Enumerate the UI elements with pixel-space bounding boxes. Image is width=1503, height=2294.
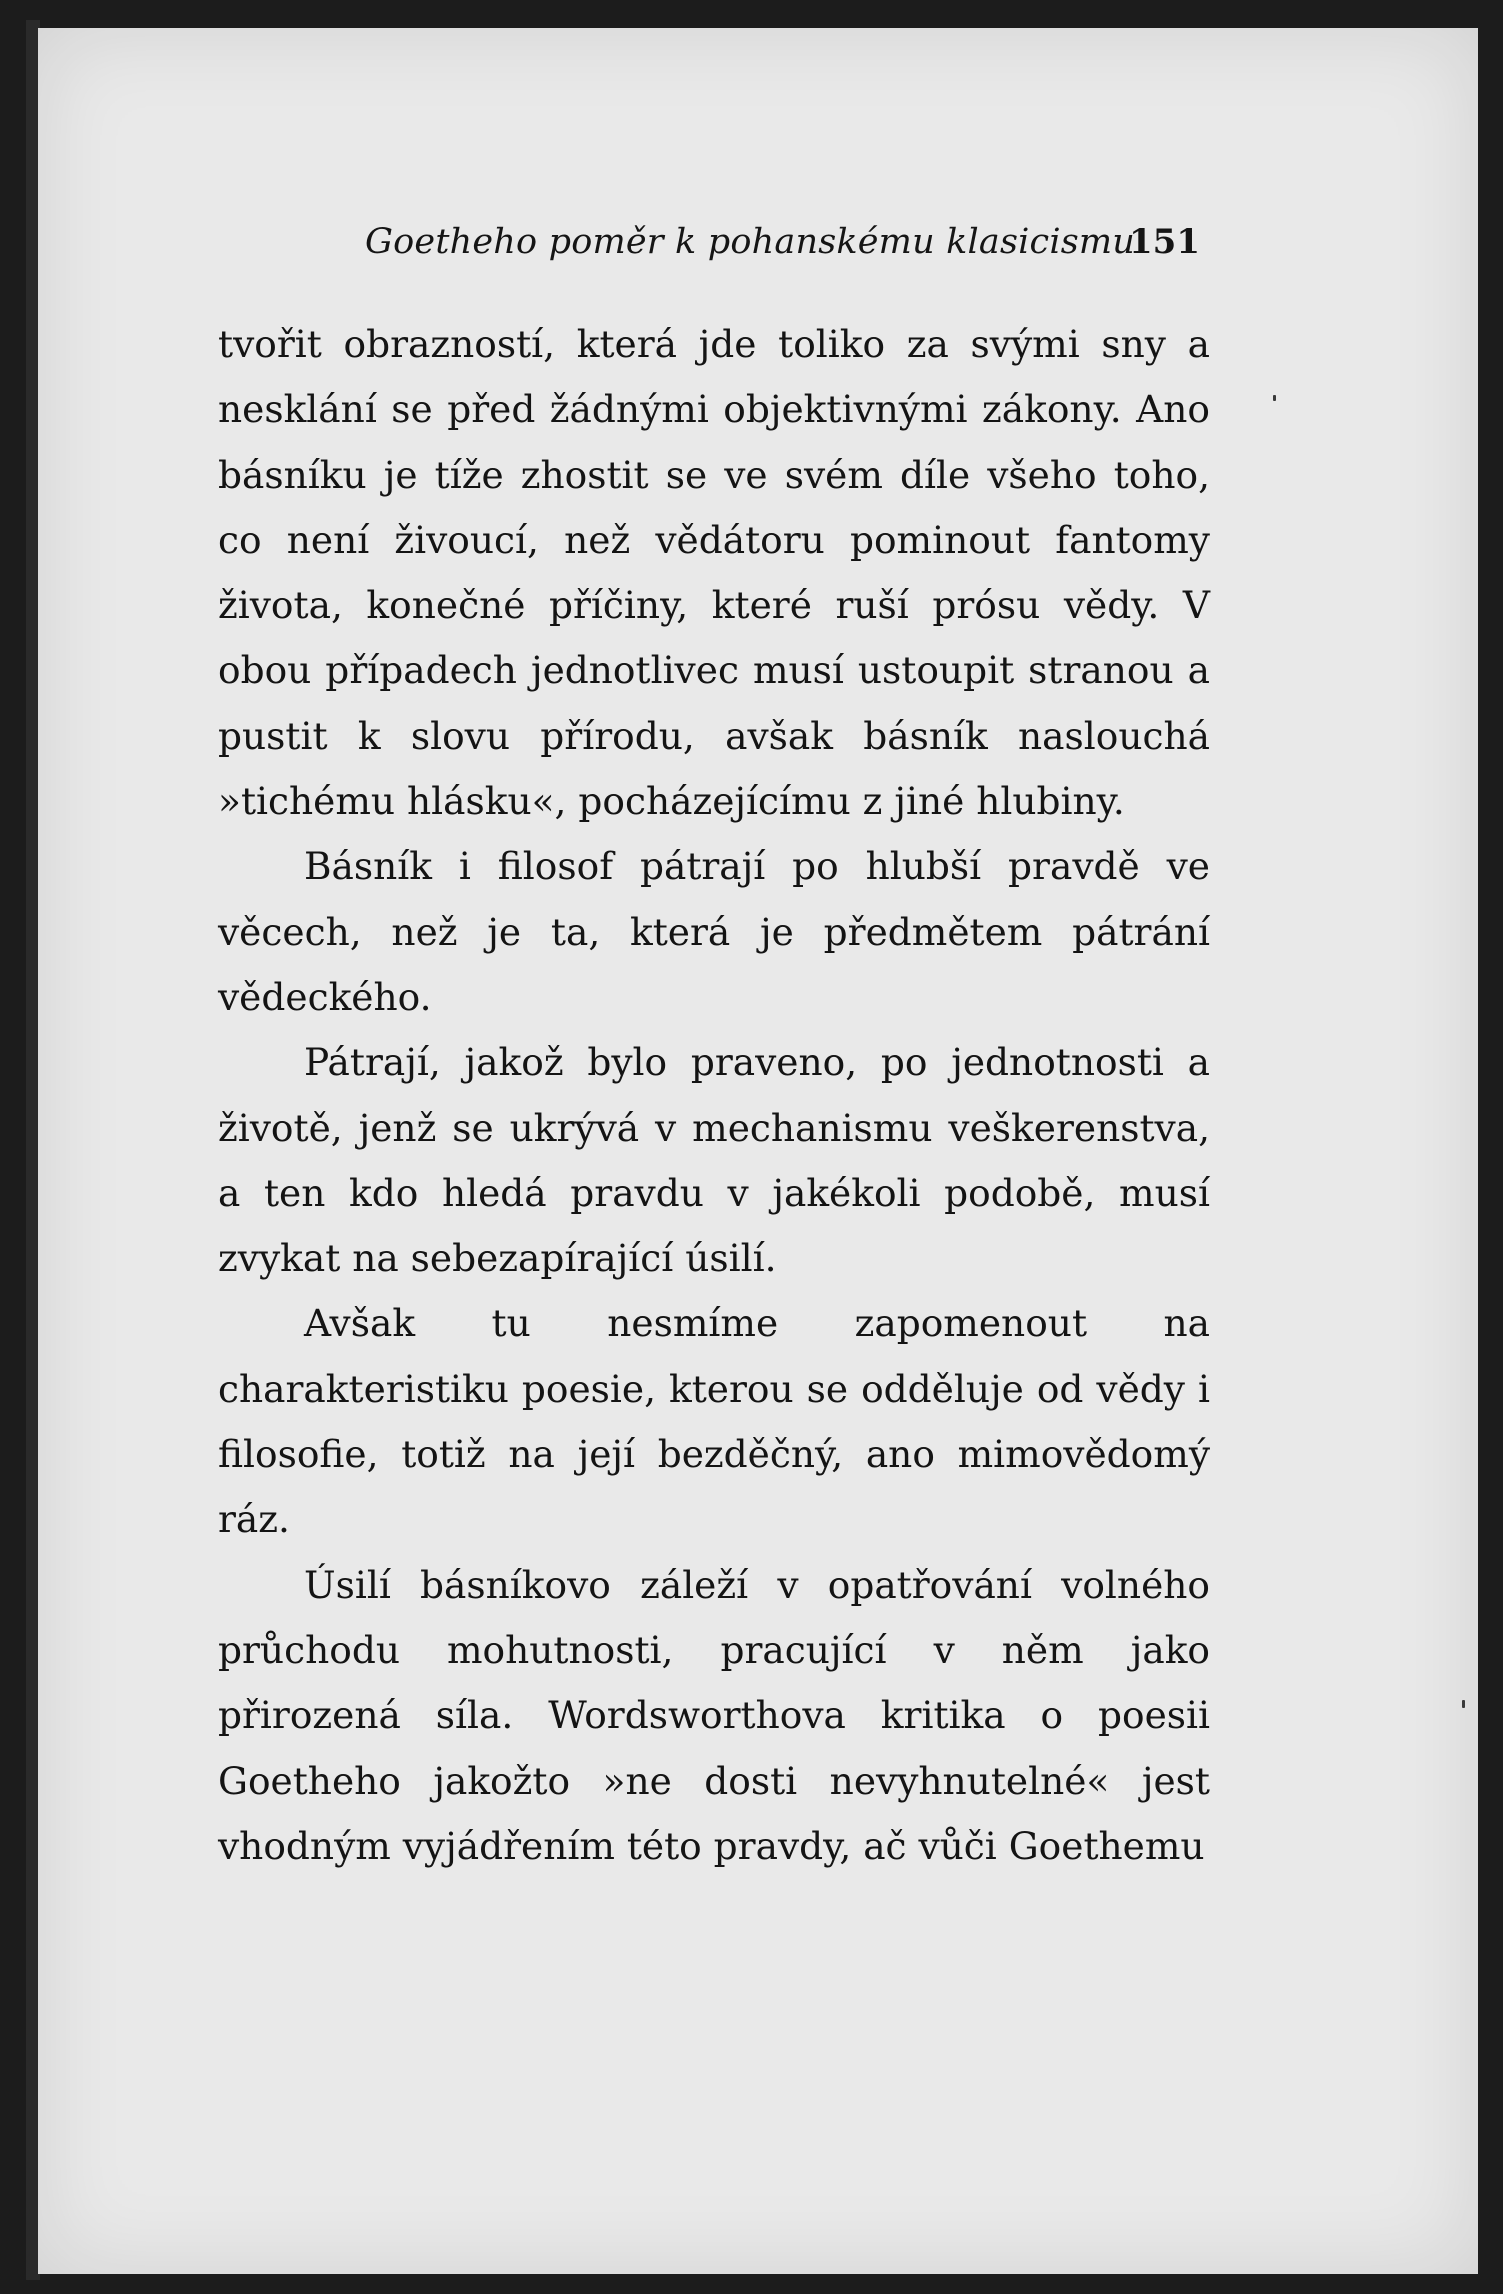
page-header [365, 222, 1200, 282]
paragraph: Avšak tu nesmíme zapomenout na charakteristiku poesie, kterou se odděluje od vědy i filosofie, totiž na její bezděčný, ano mimovědomý ráz. [218, 1301, 1210, 1542]
scan-speck [1273, 395, 1276, 401]
running-title: Goetheho poměr k pohanskému klasicismu [365, 222, 1136, 262]
paragraph: Úsilí básníkovo záleží v opatřování volného průchodu mohutnosti, pracující v něm jako přirozená síla. Wordsworthova kritika o poesii Goetheho jakožto »ne dosti nevyhnutelné« jest vhodným vyjádřením této pravdy, ač vůči Goethemu [218, 1562, 1210, 1868]
paragraph: tvořit obrazností, která jde toliko za svými sny a nesklání se před žádnými objektivnými zákony. Ano básníku je tíže zhostit se ve svém díle všeho toho, co není živoucí, než vědátoru pominout fantomy života, konečné příčiny, které ruší prósu vědy. V obou případech jednotlivec musí ustoupit stranou a pustit k slovu přírodu, avšak básník naslouchá »tichému hlásku«, pocházejícímu z jiné hlubiny. [218, 322, 1210, 824]
paragraph: Pátrají, jakož bylo praveno, po jednotnosti a životě, jenž se ukrývá v mechanismu veškerenstva, a ten kdo hledá pravdu v jakékoli podobě, musí zvykat na sebezapírající úsilí. [218, 1040, 1210, 1281]
paragraph: Básník i filosof pátrají po hlubší pravdě ve věcech, než je ta, která je předmětem pátrání vědeckého. [218, 844, 1210, 1019]
page-number: 151 [1129, 222, 1200, 262]
body-text [218, 312, 1210, 1879]
scan-speck [1462, 1700, 1465, 1708]
